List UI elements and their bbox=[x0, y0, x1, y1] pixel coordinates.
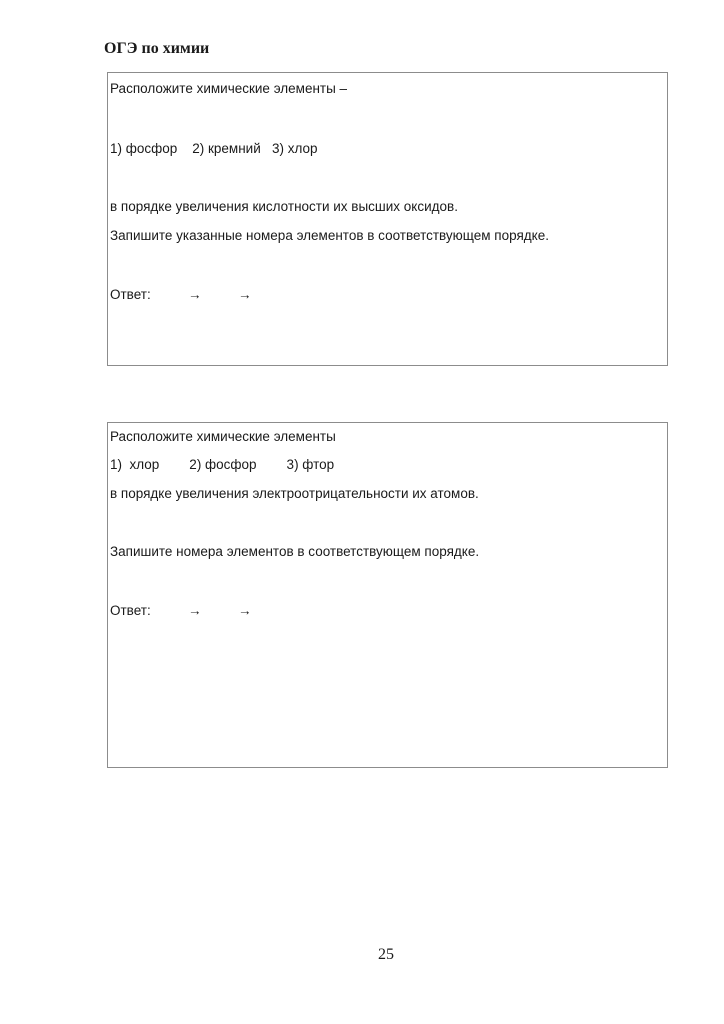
task1-arrow-2: → bbox=[238, 287, 252, 302]
task1-condition: в порядке увеличения кислотности их высших оксидов. bbox=[110, 199, 458, 214]
task2-answer-label: Ответ: bbox=[110, 603, 151, 618]
task2-instruction: Расположите химические элементы bbox=[110, 429, 336, 444]
page-number: 25 bbox=[378, 946, 394, 963]
task2-condition: в порядке увеличения электроотрицательности их атомов. bbox=[110, 486, 479, 501]
task2-arrow-2: → bbox=[238, 603, 252, 618]
task1-elements-list: 1) фосфор 2) кремний 3) хлор bbox=[110, 141, 318, 156]
task1-arrow-1: → bbox=[188, 287, 202, 302]
task1-answer-label: Ответ: bbox=[110, 287, 151, 302]
task1-directive: Запишите указанные номера элементов в соответствующем порядке. bbox=[110, 228, 549, 243]
task2-directive: Запишите номера элементов в соответствующем порядке. bbox=[110, 544, 480, 559]
task1-answer-row bbox=[110, 287, 288, 303]
task2-arrow-1: → bbox=[188, 603, 202, 618]
task2-answer-row bbox=[110, 603, 288, 619]
task-box-2 bbox=[107, 422, 668, 768]
page-title: ОГЭ по химии bbox=[104, 40, 210, 57]
task1-instruction: Расположите химические элементы – bbox=[110, 81, 348, 96]
task-box-1 bbox=[107, 72, 668, 366]
task2-elements-list: 1) хлор 2) фосфор 3) фтор bbox=[110, 457, 335, 472]
